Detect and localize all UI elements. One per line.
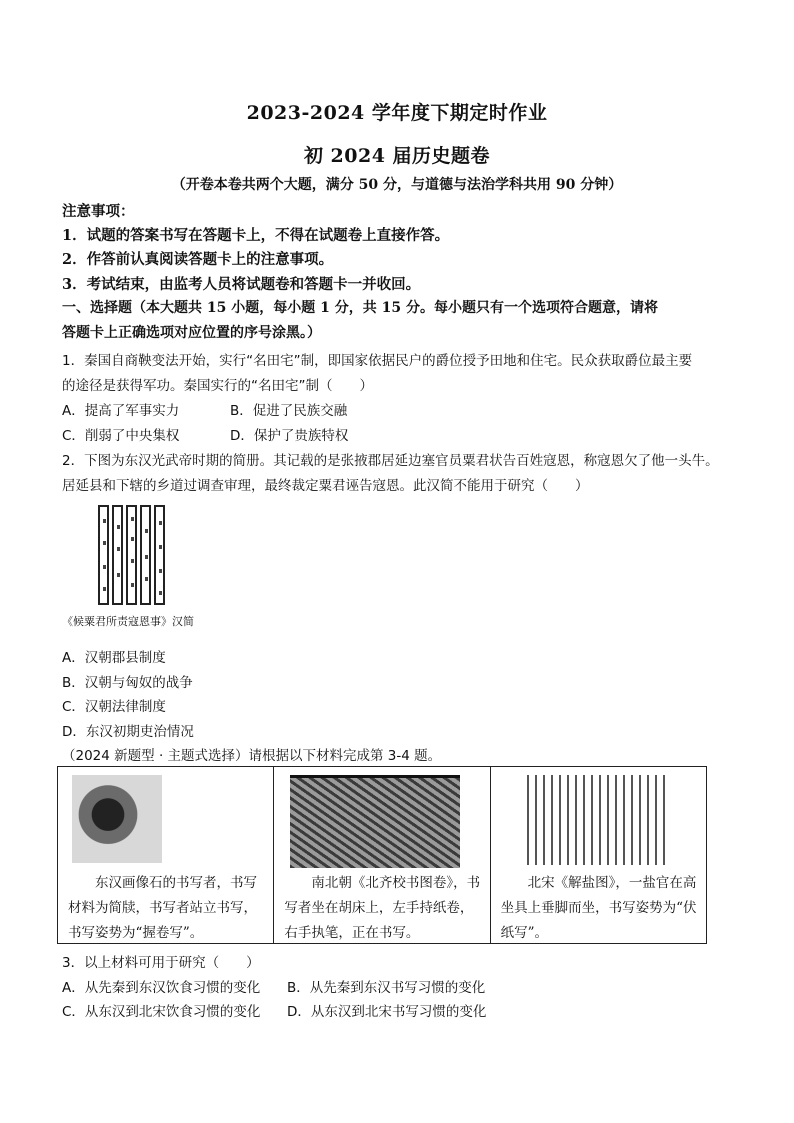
section-heading-cont: 答题卡上正确选项对应位置的序号涂黑。） xyxy=(62,325,321,341)
han-bamboo-slips-image xyxy=(62,505,202,628)
material-cell xyxy=(490,767,706,944)
question-3-option-d: D．从东汉到北宋书写习惯的变化 xyxy=(287,1004,487,1020)
question-2-stem: 2．下图为东汉光武帝时期的简册。其记载的是张掖郡居延边塞官员粟君状告百姓寇恩，称寇恩欠了他一头牛。 xyxy=(62,453,719,469)
material-cell xyxy=(274,767,490,944)
exam-subtitle: 初 2024 届历史题卷 xyxy=(303,145,491,167)
question-1-stem: 1．秦国自商鞅变法开始，实行“名田宅”制，即国家依据民户的爵位授予田地和住宅。民众获取爵位最主要 xyxy=(62,353,693,369)
materials-table xyxy=(57,766,707,944)
question-1-option-c: C．削弱了中央集权 xyxy=(62,428,180,444)
question-2-option-c: C．汉朝法律制度 xyxy=(62,699,166,715)
question-3-stem: 3．以上材料可用于研究（ ） xyxy=(62,955,260,971)
material-text: 南北朝《北齐校书图卷》，书写者坐在胡床上，左手持纸卷，右手执笔，正在书写。 xyxy=(284,875,481,941)
material-text: 北宋《解盐图》，一盐官在高坐具上垂脚而坐，书写姿势为“伏纸写”。 xyxy=(500,875,697,941)
section-heading: 一、选择题（本大题共 15 小题，每小题 1 分，共 15 分。每小题只有一个选项符合题意，请将 xyxy=(62,300,658,316)
question-1-option-d: D．保护了贵族特权 xyxy=(230,428,349,444)
salt-drawing-image xyxy=(521,775,671,865)
material-cell xyxy=(58,767,274,944)
exam-title: 2023-2024 学年度下期定时作业 xyxy=(246,102,548,124)
question-3-option-a: A．从先秦到东汉饮食习惯的变化 xyxy=(62,980,261,996)
question-2-stem-cont: 居延县和下辖的乡道过调查审理，最终裁定粟君诬告寇恩。此汉简不能用于研究（ ） xyxy=(62,478,589,494)
question-1-stem-cont: 的途径是获得军功。秦国实行的“名田宅”制（ ） xyxy=(62,378,373,394)
material-text: 东汉画像石的书写者，书写材料为简牍，书写者站立书写，书写姿势为“握卷写”。 xyxy=(68,875,257,941)
painting-image xyxy=(290,775,460,868)
question-3-option-b: B．从先秦到东汉书写习惯的变化 xyxy=(287,980,486,996)
notes-heading: 注意事项： xyxy=(62,203,135,220)
note-item: 1．试题的答案书写在答题卡上，不得在试题卷上直接作答。 xyxy=(62,227,450,244)
question-2-option-d: D．东汉初期吏治情况 xyxy=(62,724,194,740)
question-1-option-b: B．促进了民族交融 xyxy=(230,403,348,419)
question-2-option-a: A．汉朝郡县制度 xyxy=(62,650,166,666)
stone-relief-image xyxy=(72,775,162,863)
question-2-option-b: B．汉朝与匈奴的战争 xyxy=(62,675,193,691)
image-caption: 《候粟君所责寇恩事》汉简 xyxy=(62,615,194,628)
material-intro: （2024 新题型 · 主题式选择）请根据以下材料完成第 3-4 题。 xyxy=(62,748,442,764)
exam-instructions: （开卷本卷共两个大题，满分 50 分，与道德与法治学科共用 90 分钟） xyxy=(171,177,623,193)
note-item: 2．作答前认真阅读答题卡上的注意事项。 xyxy=(62,251,334,268)
note-item: 3．考试结束，由监考人员将试题卷和答题卡一并收回。 xyxy=(62,276,421,293)
question-1-option-a: A．提高了军事实力 xyxy=(62,403,180,419)
question-3-option-c: C．从东汉到北宋饮食习惯的变化 xyxy=(62,1004,261,1020)
